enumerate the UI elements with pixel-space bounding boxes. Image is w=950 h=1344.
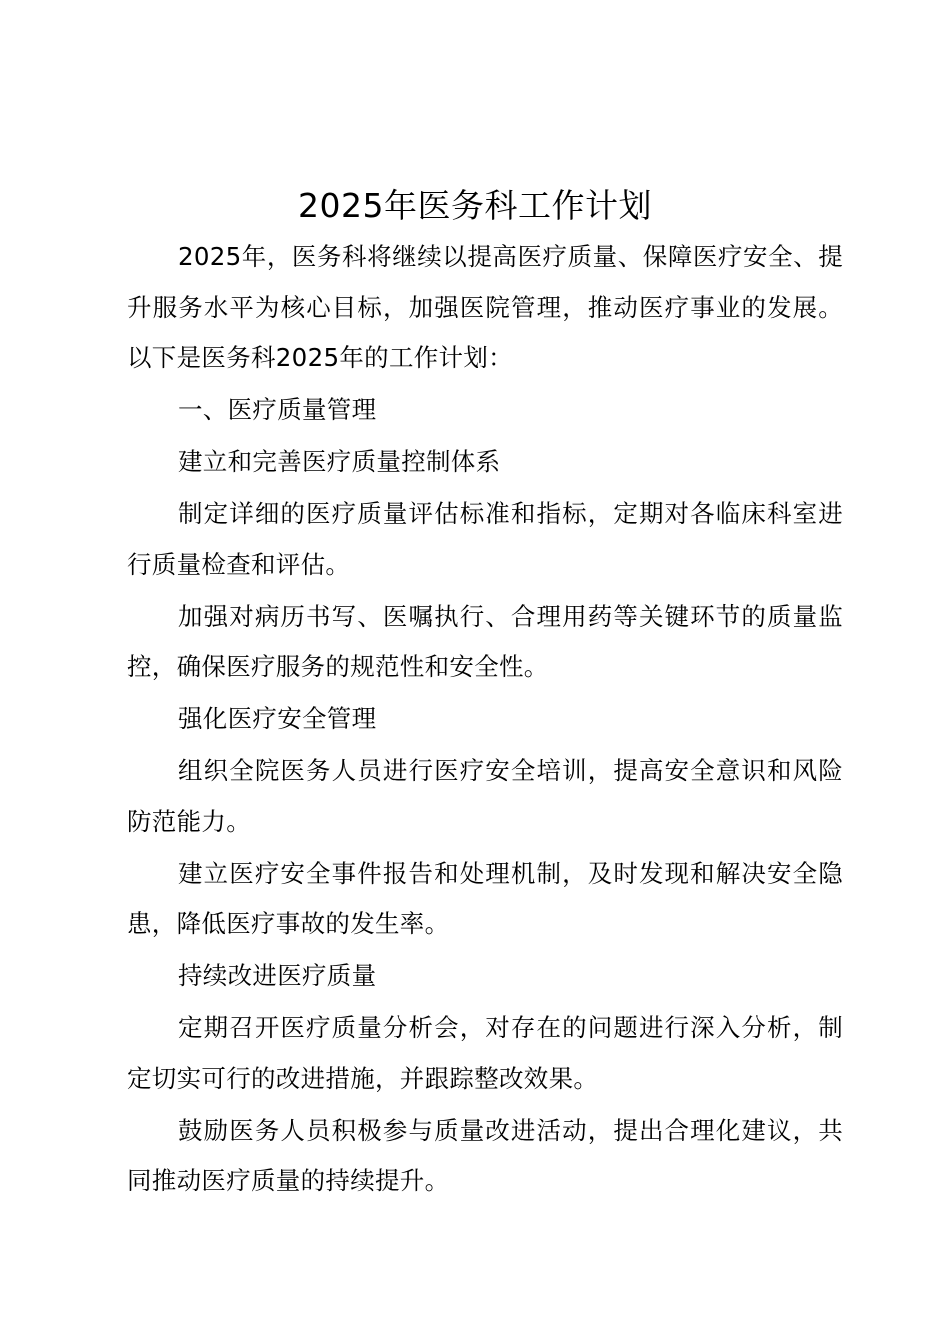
paragraph-key-link-monitoring: 加强对病历书写、医嘱执行、合理用药等关键环节的质量监控，确保医疗服务的规范性和安全性。	[127, 601, 843, 681]
document-body	[127, 232, 843, 1208]
paragraph-evaluation-standards: 制定详细的医疗质量评估标准和指标，定期对各临床科室进行质量检查和评估。	[127, 499, 843, 579]
subheading-safety-management: 强化医疗安全管理	[178, 704, 377, 733]
paragraph-staff-participation: 鼓励医务人员积极参与质量改进活动，提出合理化建议，共同推动医疗质量的持续提升。	[127, 1115, 843, 1195]
intro-paragraph: 2025年，医务科将继续以提高医疗质量、保障医疗安全、提升服务水平为核心目标，加强医院管理，推动医疗事业的发展。以下是医务科2025年的工作计划：	[127, 242, 843, 372]
document-title: 2025年医务科工作计划	[298, 186, 652, 225]
paragraph-incident-reporting: 建立医疗安全事件报告和处理机制，及时发现和解决安全隐患，降低医疗事故的发生率。	[127, 858, 843, 938]
subheading-continuous-improvement: 持续改进医疗质量	[178, 961, 377, 990]
paragraph-safety-training: 组织全院医务人员进行医疗安全培训，提高安全意识和风险防范能力。	[127, 756, 843, 836]
subheading-quality-control-system: 建立和完善医疗质量控制体系	[178, 447, 501, 476]
paragraph-quality-analysis-meetings: 定期召开医疗质量分析会，对存在的问题进行深入分析，制定切实可行的改进措施，并跟踪整改效果。	[127, 1013, 843, 1093]
section-heading-quality-management: 一、医疗质量管理	[178, 395, 377, 424]
